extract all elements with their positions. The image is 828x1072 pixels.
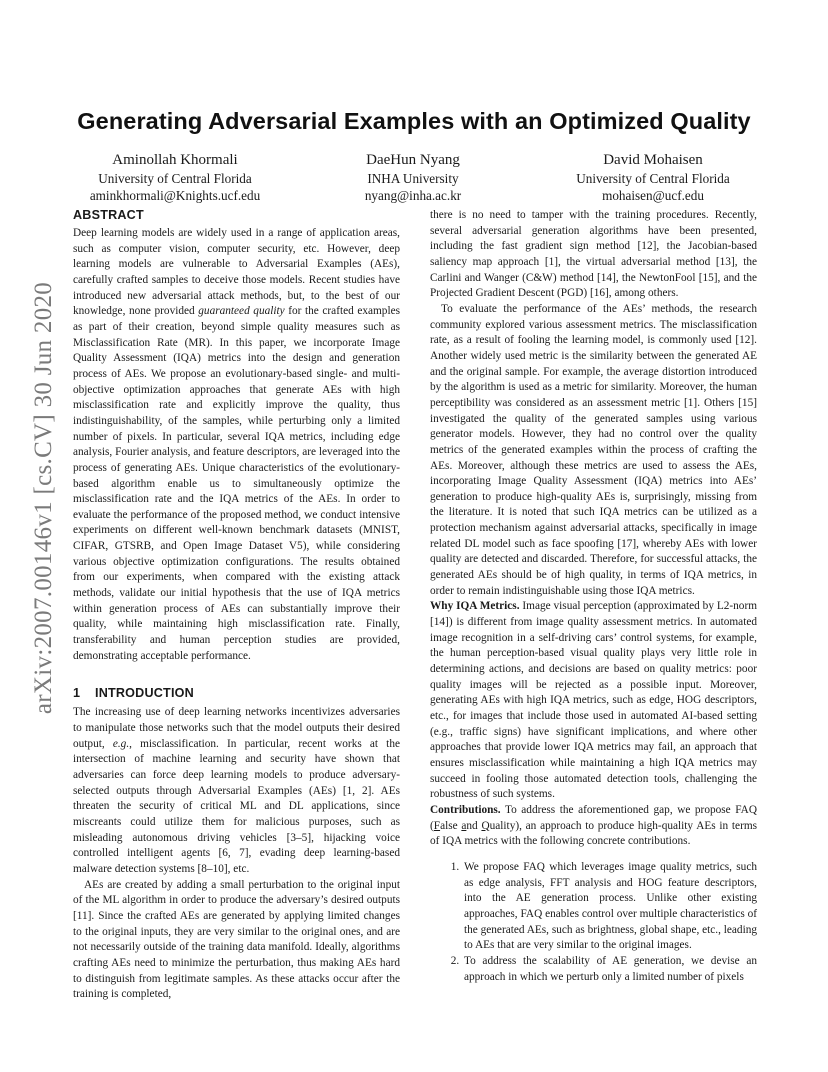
section-heading — [73, 686, 400, 700]
list-item: 1. We propose FAQ which leverages image quality metrics, such as edge analysis, FFT analysis and HOG feature descriptors, into the AE generation process. Unlike other existing approaches, FAQ enables control over multiple characteristics of the generated AEs, such as brightness, global shape, etc., leading to AEs that are very similar to the original images. — [462, 860, 757, 954]
paragraph-text: alse — [440, 819, 462, 832]
author-block — [548, 150, 758, 204]
author-affiliation: INHA University — [367, 171, 459, 186]
paragraph-text: To address the aforementioned gap, we propose FAQ ( — [430, 803, 757, 832]
abstract-text: Deep learning models are widely used in a range of application areas, such as computer vision, computer security, etc. However, deep learning models are vulnerable to Adversarial Examples (AEs), carefully crafted samples to deceive those models. Recent studies have introduced new adversarial attack methods, but, to the best of our knowledge, none provided — [73, 227, 400, 318]
left-column — [73, 208, 400, 1003]
acronym-letter: a — [461, 819, 467, 832]
abstract-heading: ABSTRACT — [73, 208, 144, 222]
arxiv-identifier-text: arXiv:2007.00146v1 [cs.CV] 30 Jun 2020 — [30, 281, 58, 715]
author-block — [70, 150, 280, 204]
right-column — [430, 208, 757, 985]
list-item: 2. To address the scalability of AE generation, we devise an approach in which we perturb only a limited number of pixels — [462, 954, 757, 985]
paragraph-heading: Contributions. — [430, 803, 501, 816]
author-name: DaeHun Nyang — [366, 152, 460, 168]
intro-paragraph: To evaluate the performance of the AEs’ methods, the research community explored various assessment metrics. The misclassification rate, as a result of fooling the learning model, is commonly used [12]. Another widely used metric is the similarity between the generated AE and the original sample. For example, the average distortion introduced by the algorithm is used as a metric for similarity. Moreover, the human perceptibility was considered as an assessment metric [1]. Others [15] investigated the quality of the generated samples using various generator models. However, they had no control over the quality metrics of the generated examples within the process of crafting the AEs. Moreover, although these metrics are used to assess the AEs, incorporating Image Quality Assessment (IQA) metrics into AEs’ generation to produce high-quality AEs is, surprisingly, missing from the literature. It is noted that such IQA metrics can be utilized as a protection mechanism against adversarial attacks, specifically in image related DL model such as face spoofing [17], whereby AEs with lower quality are detected and discarded. Therefore, for successful attacks, the generated AEs should be of high quality, in terms of IQA metrics, in order to remain indistinguishable using those IQA metrics. — [430, 302, 757, 597]
section-title: INTRODUCTION — [95, 686, 194, 701]
paragraph-heading: Why IQA Metrics. — [430, 600, 520, 613]
abstract-text: for the crafted examples as part of their creation, beyond simple quality measures such as Misclassification Rate (MR). In this paper, we incorporate Image Quality Assessment (IQA) metrics into the design and generation process of AEs. We propose an evolutionary-based single- and multi-objective optimization approaches that generate AEs with high misclassification rate and explicitly improve the quality, thus indistinguishability, of the samples, while perturbing only a limited number of pixels. In particular, several IQA metrics, including edge analysis, Fourier analysis, and feature descriptors, are leveraged into the process of generating AEs. Unique characteristics of the evolutionary-based algorithm enable us to simultaneously optimize the misclassification rate and the IQA metrics of the AEs. In order to evaluate the performance of the proposed method, we conduct intensive experiments on different well-known benchmark datasets (MNIST, CIFAR, GTSRB, and Open Image Dataset V5), while considering various objective optimization configurations. The results obtained from our experiments, when compared with the existing attack methods, validate our initial hypothesis that the use of IQA metrics within generation process of AEs can substantially improve their quality, while maintaining high misclassification rate. Finally, transferability and human perception studies are provided, demonstrating acceptable performance. — [73, 305, 401, 662]
author-email: nyang@inha.ac.kr — [364, 188, 462, 203]
acronym-letter: Q — [481, 819, 490, 832]
intro-paragraph: AEs are created by adding a small perturbation to the original input of the ML algorithm in order to produce the adversary’s desired outputs [11]. Since the crafted AEs are generated by applying limited changes to the original inputs, they are very similar to the original ones, and are not necessarily outside of the training data manifold. Ideally, algorithms crafting AEs need to minimize the perturbation, thus making AEs hard to distinguish from legitimate samples. As these attacks occur after the training is completed, — [73, 878, 400, 1001]
author-email: mohaisen@ucf.edu — [602, 188, 704, 203]
paragraph-text: uality), an approach to produce high-quality AEs in terms of IQA metrics with the following concrete contributions. — [430, 819, 758, 848]
intro-paragraph — [73, 705, 400, 877]
contributions-list — [430, 860, 757, 985]
abstract-paragraph — [73, 226, 400, 664]
author-block — [308, 150, 518, 204]
author-name: Aminollah Khormali — [112, 152, 238, 168]
abstract-emphasis: guaranteed quality — [198, 305, 285, 318]
contributions-paragraph — [430, 803, 757, 850]
intro-text: , misclassification. In particular, recent works at the intersection of machine learning and security have shown that adversaries can force deep learning models to produce adversary-selected outputs through Adversarial Examples (AEs) [1, 2]. AEs threaten the security of critical ML and DL applications, since miscreants could utilize them for malicious purposes, such as misleading autonomous driving vehicles [3–5], hijacking voice controlled intelligent agents [6, 7], evading deep learning-based malware detection systems [8–10], etc. — [73, 737, 400, 875]
intro-emphasis: e.g. — [112, 737, 130, 750]
intro-paragraph: there is no need to tamper with the training procedures. Recently, several adversarial generation algorithms have been presented, including the fast gradient sign method [12], the Jacobian-based saliency map approach [1], the virtual adversarial method [13], the Carlini and Wanger (C&W) method [14], the NewtonFool [15], and the Projected Gradient Descent (PGD) [16], among others. — [430, 209, 757, 300]
section-number: 1 — [73, 686, 81, 701]
paper-title: Generating Adversarial Examples with an Optimized Quality — [77, 108, 751, 134]
intro-text: The increasing use of deep learning networks incentivizes adversaries to manipulate those networks such that the model outputs their desired output, — [73, 706, 400, 750]
author-name: David Mohaisen — [603, 152, 703, 168]
paragraph-text: nd — [466, 819, 482, 832]
author-affiliation: University of Central Florida — [98, 171, 252, 186]
arxiv-identifier — [14, 281, 74, 715]
paragraph-text: Image visual perception (approximated by L2-norm [14]) is different from image quality assessment metrics. In automated image recognition in a self-driving cars’ control systems, for example, the human perception-based visual quality plays very little role in determining actions, and decisions are based on quality metrics: poor quality images will be rejected as a possible input. Moreover, generating AEs with high IQA metrics, such as edge, HOG descriptors, etc., for images that include those used in automated AI-based setting (e.g., traffic signs) have significant implications, and where other approaches that provide lower IQA metrics may fail, an approach that ensures misclassification while maintaining a high IQA metrics may succeed in fooling those automated detection tools, challenging the robustness of such systems. — [430, 600, 757, 801]
why-iqa-paragraph — [430, 599, 757, 803]
author-email: aminkhormali@Knights.ucf.edu — [89, 188, 261, 203]
author-affiliation: University of Central Florida — [576, 171, 730, 186]
acronym-letter: F — [433, 819, 441, 832]
